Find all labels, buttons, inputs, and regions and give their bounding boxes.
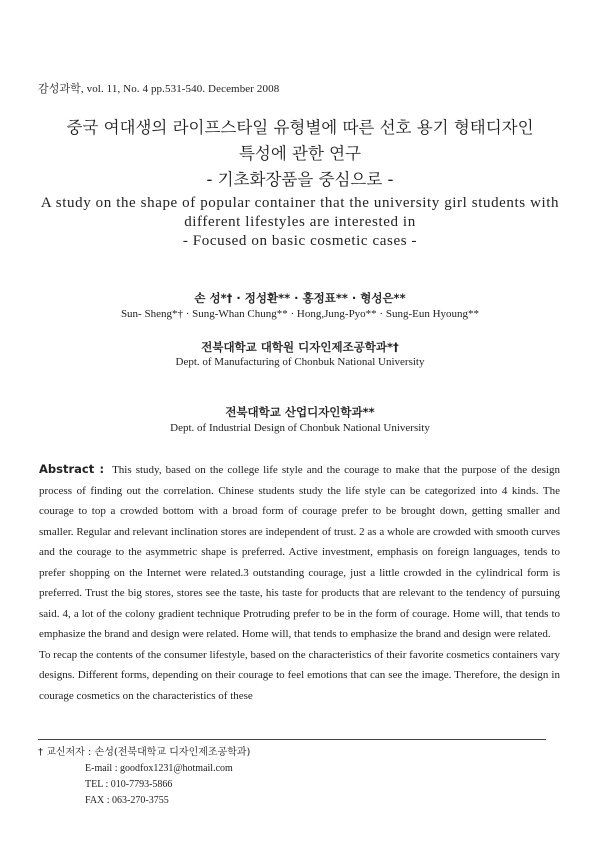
correspondence-label: 교신저자 : 손성(전북대학교 디자인제조공학과) xyxy=(46,747,251,758)
authors-english: Sun- Sheng*† · Sung-Whan Chung** · Hong,Jung-Pyo** · Sung-Eun Hyoung** xyxy=(120,308,480,320)
affiliation-2-korean: 전북대학교 산업디자인학과** xyxy=(225,405,375,419)
dagger-marker: † xyxy=(38,747,43,758)
abstract-text-1: This study, based on the college life style and the courage to make that the purpose of the design process of finding out the correlation. Chinese students study the life style can be categorized into 4 kinds. The courage to top a crowded bottom with a broad form of courage prefer to be brought down, getting smaller and smaller. Regular and relevant inclination stores are independent of trust. 2 as a whole are crowded with smooth curves and the courage to the asymmetric shape is preferred. Active investment, emphasis on foreign languages, tends to prefer shopping on the Internet were related.3 outstanding courage, just a little crowded in the cylindrical form is preferred. Trust the big stores, stores see the taste, his taste for products that are relevant to the tendency of pursuing said. 4, a lot of the colony gradient technique Protruding prefer to be in the form of courage. Home will, that tends to emphasize the brand and design were related. Home will, that tends to emphasize the brand and design were related. xyxy=(39,464,560,640)
korean-subtitle: - 기초화장품을 중심으로 - xyxy=(206,170,394,189)
journal-citation: 감성과학, vol. 11, No. 4 pp.531-540. December 2008 xyxy=(38,83,280,95)
authors-korean: 손 성*† · 정성환** · 홍정표** · 형성은** xyxy=(194,291,406,305)
correspondence-fax: FAX : 063-270-3755 xyxy=(85,795,169,806)
affiliation-2-english: Dept. of Industrial Design of Chonbuk National University xyxy=(170,422,430,434)
correspondence-author-line xyxy=(38,745,250,761)
abstract-paragraph-2: To recap the contents of the consumer lifestyle, based on the characteristics of their favorite cosmetics containers vary designs. Different forms, depending on their courage to feel emotions that can see the image. Therefore, the design in courage cosmetics on the characteristics of these xyxy=(39,648,560,702)
korean-title-line-1: 중국 여대생의 라이프스타일 유형별에 따른 선호 용기 형태디자인 xyxy=(66,118,534,137)
abstract-section xyxy=(39,459,560,706)
abstract-label: Abstract : xyxy=(39,462,105,476)
english-title-line-2: different lifestyles are interested in xyxy=(184,214,416,230)
correspondence-email: E-mail : goodfox1231@hotmail.com xyxy=(85,763,233,774)
english-subtitle: - Focused on basic cosmetic cases - xyxy=(182,233,418,249)
affiliation-1-english: Dept. of Manufacturing of Chonbuk National University xyxy=(175,356,425,368)
correspondence-footnote xyxy=(38,745,250,809)
korean-title-line-2: 특성에 관한 연구 xyxy=(238,144,362,163)
footnote-divider xyxy=(38,739,546,740)
abstract-paragraph-1 xyxy=(39,459,560,645)
affiliation-1-korean: 전북대학교 대학원 디자인제조공학과*† xyxy=(201,340,399,354)
english-title-line-1: A study on the shape of popular container that the university girl students with xyxy=(40,195,560,211)
correspondence-tel: TEL : 010-7793-5866 xyxy=(85,779,173,790)
